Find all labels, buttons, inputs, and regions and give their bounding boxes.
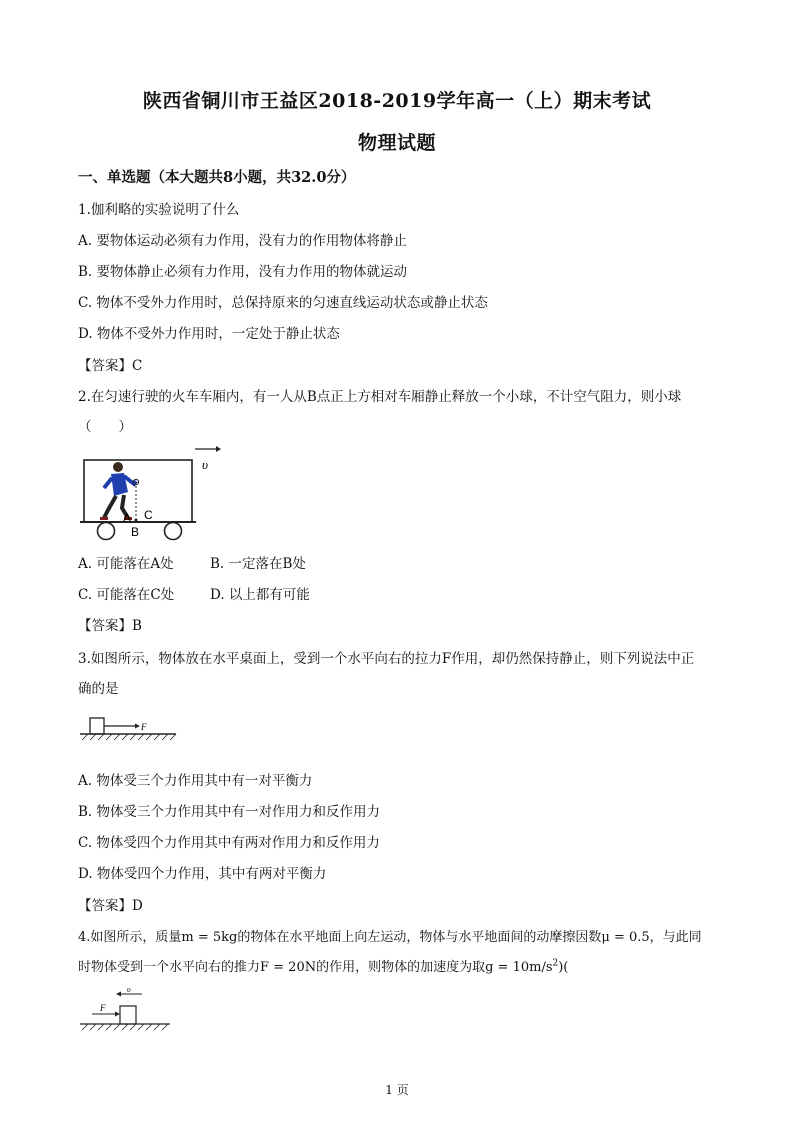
q1-option-b: B. 要物体静止必须有力作用，没有力作用的物体就运动 [78,264,408,280]
q3-option-c: C. 物体受四个力作用其中有两对作用力和反作用力 [78,835,380,851]
q1-stem: 1.伽利略的实验说明了什么 [78,202,240,218]
q2-option-d: D. 以上都有可能 [210,587,310,603]
page-number: 1 页 [385,1083,409,1097]
block [90,718,104,734]
document-subtitle: 物理试题 [357,132,436,154]
point-a-label: A [123,511,132,525]
block-pushed-figure [78,986,178,1032]
q2-option-c: C. 可能落在C处 [78,587,175,603]
block [120,1006,136,1024]
q3-stem-line2: 确的是 [78,681,119,697]
section-heading: 一、单选题（本大题共8小题，共32.0分） [78,169,356,186]
ground-hatching [82,734,176,740]
q3-option-b: B. 物体受三个力作用其中有一对作用力和反作用力 [78,804,381,820]
q4-stem-line1: 4.如图所示，质量m = 5kg的物体在水平地面上向左运动，物体与水平地面间的动摩擦因数μ = 0.5，与此同 [78,930,702,945]
force-label: F [100,1003,106,1013]
q3-option-a: A. 物体受三个力作用其中有一对平衡力 [78,773,313,789]
q1-option-a: A. 要物体运动必须有力作用，没有力的作用物体将静止 [78,233,407,249]
q2-stem-line1: 2.在匀速行驶的火车车厢内，有一人从B点正上方相对车厢静止释放一个小球，不计空气阻力，则小球 [78,389,682,405]
wheel-left [98,523,115,540]
q2-option-b: B. 一定落在B处 [210,556,306,572]
train-car-figure [78,440,228,544]
q1-answer: 【答案】C [78,358,143,374]
wheel-right [165,523,182,540]
q1-option-d: D. 物体不受外力作用时，一定处于静止状态 [78,326,340,342]
q3-answer: 【答案】D [78,898,143,914]
q2-stem-line2: （ ） [78,419,132,435]
document-title: 陕西省铜川市王益区2018-2019学年高一（上）期末考试 [142,90,652,112]
q2-answer: 【答案】B [78,618,142,634]
q2-option-a: A. 可能落在A处 [78,556,174,572]
velocity-label: υ [127,986,131,994]
q3-option-d: D. 物体受四个力作用，其中有两对平衡力 [78,866,327,882]
block-pulled-figure [78,712,178,746]
point-b-label: B [131,525,140,539]
velocity-label: υ [202,457,208,472]
q1-option-c: C. 物体不受外力作用时，总保持原来的匀速直线运动状态或静止状态 [78,295,488,311]
force-label: F [141,722,147,732]
train-car-body [84,460,192,522]
q3-stem-line1: 3.如图所示，物体放在水平桌面上，受到一个水平向右的拉力F作用，却仍然保持静止，则下列说法中正 [78,651,695,667]
point-c-label: C [144,508,153,522]
q4-stem-line2: 时物体受到一个水平向右的推力F = 20N的作用，则物体的加速度为取$g = 10m/s^2$)( [78,958,569,975]
ground-hatching [82,1024,168,1030]
